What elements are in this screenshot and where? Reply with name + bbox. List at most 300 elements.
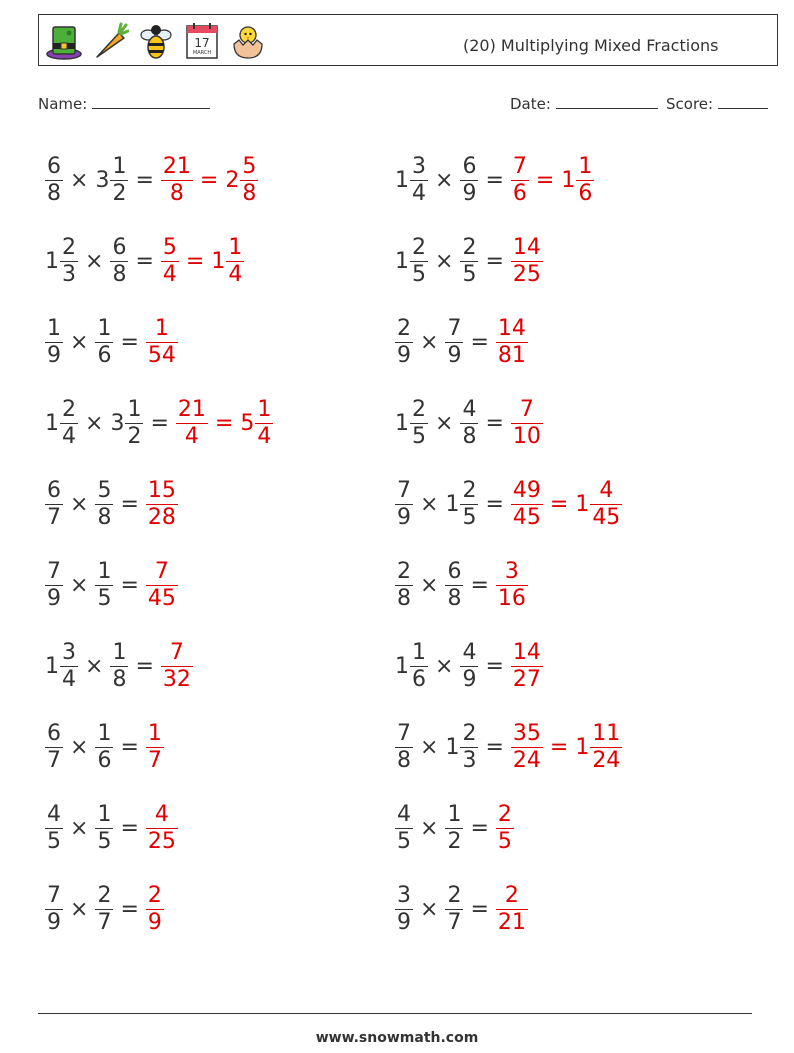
numerator: 7	[47, 882, 61, 908]
fraction	[45, 153, 63, 207]
second-factor	[95, 882, 113, 936]
first-factor	[395, 396, 428, 450]
answer-improper-fraction	[146, 882, 164, 936]
numerator: 1	[47, 315, 61, 341]
fraction	[95, 882, 113, 936]
fraction	[161, 153, 193, 207]
numerator: 2	[397, 315, 411, 341]
second-factor	[445, 315, 463, 369]
answer-improper-fraction	[511, 234, 543, 288]
denominator: 45	[592, 505, 621, 531]
denominator: 9	[47, 343, 61, 369]
denominator: 6	[97, 748, 112, 774]
denominator: 8	[397, 586, 411, 612]
fraction	[45, 315, 63, 369]
fraction	[395, 801, 413, 855]
header-icons	[45, 21, 267, 61]
equals-sign: =	[485, 249, 504, 274]
numerator: 1	[412, 639, 426, 665]
first-factor	[395, 234, 428, 288]
answer	[161, 639, 193, 693]
fraction	[45, 477, 63, 531]
numerator: 6	[447, 558, 462, 584]
second-factor	[95, 558, 113, 612]
second-factor	[95, 477, 113, 531]
problem-10	[395, 464, 622, 545]
denominator: 25	[147, 829, 176, 855]
problem-6	[395, 302, 622, 383]
numerator: 2	[97, 882, 112, 908]
problem-18	[395, 788, 622, 869]
denominator: 6	[412, 667, 426, 693]
numerator: 6	[462, 153, 477, 179]
fraction	[60, 234, 78, 288]
denominator: 7	[47, 505, 61, 531]
numerator: 7	[154, 558, 169, 584]
denominator: 3	[462, 748, 477, 774]
answer	[146, 477, 178, 531]
whole-number: 1	[45, 411, 59, 436]
denominator: 4	[184, 424, 199, 450]
fraction	[45, 558, 63, 612]
fraction	[496, 315, 528, 369]
second-factor	[460, 234, 478, 288]
second-factor	[95, 720, 113, 774]
answer-equals-sign: =	[199, 168, 219, 193]
denominator: 32	[162, 667, 191, 693]
denominator: 7	[147, 748, 162, 774]
equals-sign: =	[135, 249, 154, 274]
numerator: 1	[97, 720, 112, 746]
denominator: 6	[578, 181, 593, 207]
denominator: 9	[397, 505, 411, 531]
answer-mixed-number	[561, 153, 594, 207]
footer-url: www.snowmath.com	[315, 1030, 479, 1046]
whole-number: 1	[395, 654, 409, 679]
denominator: 5	[97, 829, 112, 855]
date-blank[interactable]	[556, 94, 658, 109]
denominator: 25	[512, 262, 541, 288]
fraction	[410, 234, 428, 288]
whole-number: 1	[45, 249, 59, 274]
whole-number: 1	[395, 411, 409, 436]
numerator: 4	[154, 801, 169, 827]
denominator: 45	[147, 586, 176, 612]
problem-9	[45, 464, 273, 545]
whole-number: 1	[395, 249, 409, 274]
fraction	[161, 639, 193, 693]
numerator: 2	[412, 396, 426, 422]
numerator: 1	[97, 315, 112, 341]
denominator: 8	[112, 667, 127, 693]
numerator: 14	[497, 315, 526, 341]
numerator: 5	[97, 477, 112, 503]
times-sign: ×	[420, 816, 439, 841]
date-field	[510, 94, 658, 113]
equals-sign: =	[120, 573, 139, 598]
numerator: 2	[147, 882, 162, 908]
fraction	[45, 720, 63, 774]
fraction	[395, 477, 413, 531]
problem-11	[45, 545, 273, 626]
equals-sign: =	[470, 330, 489, 355]
times-sign: ×	[70, 573, 89, 598]
problem-5	[45, 302, 273, 383]
answer-improper-fraction	[146, 558, 178, 612]
denominator: 4	[412, 181, 426, 207]
numerator: 2	[447, 882, 462, 908]
first-factor	[395, 153, 428, 207]
answer-improper-fraction	[496, 315, 528, 369]
score-label: Score:	[666, 95, 714, 113]
numerator: 6	[47, 153, 61, 179]
fraction	[460, 477, 478, 531]
fraction	[511, 639, 543, 693]
fraction	[226, 234, 244, 288]
denominator: 5	[462, 262, 477, 288]
numerator: 2	[412, 234, 426, 260]
answer-improper-fraction	[511, 639, 543, 693]
numerator: 4	[397, 801, 411, 827]
denominator: 9	[447, 343, 462, 369]
fraction	[460, 639, 478, 693]
denominator: 4	[62, 424, 76, 450]
fraction	[410, 639, 428, 693]
answer-equals-sign: =	[185, 249, 205, 274]
fraction	[161, 234, 179, 288]
answer-improper-fraction	[511, 396, 543, 450]
fraction	[95, 315, 113, 369]
chick-in-egg-icon	[229, 21, 267, 61]
fraction	[395, 558, 413, 612]
fraction	[460, 153, 478, 207]
problem-16	[395, 707, 622, 788]
fraction	[460, 720, 478, 774]
fraction	[410, 153, 428, 207]
denominator: 8	[462, 424, 477, 450]
numerator: 14	[512, 234, 541, 260]
problem-19	[45, 869, 273, 950]
first-factor	[45, 234, 78, 288]
fraction	[146, 558, 178, 612]
first-factor	[395, 801, 413, 855]
numerator: 3	[412, 153, 426, 179]
times-sign: ×	[420, 897, 439, 922]
numerator: 2	[462, 720, 477, 746]
answer-improper-fraction	[496, 558, 528, 612]
numerator: 1	[127, 396, 142, 422]
equals-sign: =	[485, 654, 504, 679]
first-factor	[45, 639, 78, 693]
problem-12	[395, 545, 622, 626]
numerator: 6	[47, 720, 61, 746]
denominator: 24	[592, 748, 621, 774]
times-sign: ×	[420, 573, 439, 598]
answer	[511, 234, 543, 288]
times-sign: ×	[70, 492, 89, 517]
fraction	[95, 477, 113, 531]
worksheet-header	[38, 14, 778, 66]
first-factor	[45, 720, 63, 774]
equals-sign: =	[485, 411, 504, 436]
answer-improper-fraction	[496, 882, 528, 936]
denominator: 7	[97, 910, 112, 936]
first-factor	[45, 153, 63, 207]
numerator: 3	[62, 639, 76, 665]
times-sign: ×	[435, 249, 454, 274]
first-factor	[395, 720, 413, 774]
times-sign: ×	[85, 249, 104, 274]
fraction	[60, 396, 78, 450]
answer-mixed-number	[211, 234, 244, 288]
whole-number: 5	[240, 411, 255, 436]
worksheet-title: (20) Multiplying Mixed Fractions	[463, 36, 719, 55]
answer	[511, 639, 543, 693]
equals-sign: =	[485, 735, 504, 760]
first-factor	[395, 639, 428, 693]
equals-sign: =	[120, 735, 139, 760]
fraction	[590, 720, 622, 774]
numerator: 49	[512, 477, 541, 503]
first-factor	[45, 396, 78, 450]
numerator: 2	[497, 801, 512, 827]
denominator: 8	[242, 181, 257, 207]
equals-sign: =	[150, 411, 169, 436]
fraction	[496, 882, 528, 936]
answer	[176, 396, 273, 450]
equals-sign: =	[120, 330, 139, 355]
fraction	[176, 396, 208, 450]
second-factor	[445, 558, 463, 612]
fraction	[445, 882, 463, 936]
first-factor	[395, 477, 413, 531]
second-factor	[95, 801, 113, 855]
fraction	[395, 315, 413, 369]
answer	[496, 801, 514, 855]
denominator: 81	[497, 343, 526, 369]
equals-sign: =	[135, 654, 154, 679]
problem-1	[45, 140, 273, 221]
denominator: 8	[397, 748, 411, 774]
carrot-icon	[91, 21, 129, 61]
equals-sign: =	[120, 816, 139, 841]
numerator: 4	[599, 477, 614, 503]
fraction	[511, 234, 543, 288]
whole-number: 1	[45, 654, 59, 679]
denominator: 4	[257, 424, 272, 450]
times-sign: ×	[420, 735, 439, 760]
times-sign: ×	[70, 816, 89, 841]
fraction	[60, 639, 78, 693]
numerator: 7	[519, 396, 534, 422]
second-factor	[110, 234, 128, 288]
second-factor	[460, 153, 478, 207]
fraction	[395, 720, 413, 774]
numerator: 1	[257, 396, 272, 422]
footer-divider	[38, 1013, 752, 1014]
first-factor	[395, 558, 413, 612]
denominator: 6	[512, 181, 527, 207]
first-factor	[395, 882, 413, 936]
answer	[161, 234, 244, 288]
problem-2	[395, 140, 622, 221]
fraction	[511, 396, 543, 450]
fraction	[146, 882, 164, 936]
denominator: 9	[462, 667, 477, 693]
whole-number: 1	[395, 168, 409, 193]
answer-equals-sign: =	[549, 735, 569, 760]
numerator: 7	[397, 477, 411, 503]
denominator: 9	[147, 910, 162, 936]
answer	[161, 153, 258, 207]
answer-improper-fraction	[146, 315, 178, 369]
denominator: 6	[97, 343, 112, 369]
equals-sign: =	[470, 816, 489, 841]
numerator: 4	[462, 396, 477, 422]
denominator: 7	[447, 910, 462, 936]
fraction	[410, 396, 428, 450]
answer	[146, 720, 164, 774]
numerator: 2	[397, 558, 411, 584]
denominator: 5	[47, 829, 61, 855]
denominator: 4	[228, 262, 243, 288]
times-sign: ×	[435, 654, 454, 679]
second-factor	[110, 639, 128, 693]
svg-text:17: 17	[194, 36, 210, 50]
answer-mixed-number	[240, 396, 273, 450]
fraction	[255, 396, 273, 450]
denominator: 9	[397, 343, 411, 369]
denominator: 9	[397, 910, 411, 936]
numerator: 2	[504, 882, 519, 908]
denominator: 2	[127, 424, 142, 450]
problem-7	[45, 383, 273, 464]
numerator: 3	[397, 882, 411, 908]
answer-mixed-number	[575, 720, 622, 774]
denominator: 8	[47, 181, 61, 207]
second-factor	[445, 477, 478, 531]
whole-number: 2	[225, 168, 240, 193]
fraction	[511, 153, 529, 207]
answer-mixed-number	[575, 477, 622, 531]
numerator: 14	[512, 639, 541, 665]
fraction	[45, 801, 63, 855]
first-factor	[45, 801, 63, 855]
equals-sign: =	[120, 492, 139, 517]
fraction	[45, 882, 63, 936]
times-sign: ×	[420, 492, 439, 517]
whole-number: 1	[561, 168, 576, 193]
fraction	[496, 558, 528, 612]
answer	[496, 882, 528, 936]
denominator: 8	[447, 586, 462, 612]
denominator: 28	[147, 505, 176, 531]
answer	[511, 153, 594, 207]
problem-15	[45, 707, 273, 788]
answer-improper-fraction	[176, 396, 208, 450]
whole-number: 1	[575, 492, 590, 517]
answer-improper-fraction	[161, 234, 179, 288]
equals-sign: =	[470, 573, 489, 598]
numerator: 35	[512, 720, 541, 746]
denominator: 4	[62, 667, 76, 693]
denominator: 2	[112, 181, 127, 207]
second-factor	[110, 396, 143, 450]
numerator: 2	[62, 234, 76, 260]
numerator: 1	[154, 315, 169, 341]
answer-equals-sign: =	[535, 168, 555, 193]
answer	[146, 315, 178, 369]
problem-3	[45, 221, 273, 302]
equals-sign: =	[470, 897, 489, 922]
fraction	[125, 396, 143, 450]
numerator: 2	[462, 234, 477, 260]
answer	[146, 882, 164, 936]
numerator: 7	[512, 153, 527, 179]
problem-8	[395, 383, 622, 464]
denominator: 24	[512, 748, 541, 774]
denominator: 2	[447, 829, 462, 855]
denominator: 54	[147, 343, 176, 369]
fraction	[445, 801, 463, 855]
numerator: 1	[112, 639, 127, 665]
answer	[511, 396, 543, 450]
answer	[496, 558, 528, 612]
fraction	[445, 315, 463, 369]
second-factor	[460, 639, 478, 693]
denominator: 8	[97, 505, 112, 531]
times-sign: ×	[435, 411, 454, 436]
fraction	[146, 477, 178, 531]
fraction	[95, 558, 113, 612]
numerator: 1	[112, 153, 127, 179]
fraction	[95, 720, 113, 774]
denominator: 10	[512, 424, 541, 450]
numerator: 1	[97, 801, 112, 827]
equals-sign: =	[120, 897, 139, 922]
name-blank[interactable]	[92, 94, 210, 109]
numerator: 3	[504, 558, 519, 584]
answer	[146, 801, 178, 855]
answer-equals-sign: =	[549, 492, 569, 517]
second-factor	[95, 315, 113, 369]
denominator: 5	[497, 829, 512, 855]
numerator: 1	[447, 801, 462, 827]
times-sign: ×	[85, 654, 104, 679]
times-sign: ×	[435, 168, 454, 193]
denominator: 5	[412, 424, 426, 450]
answer-improper-fraction	[161, 639, 193, 693]
numerator: 21	[177, 396, 206, 422]
whole-number: 3	[110, 411, 125, 436]
fraction	[146, 801, 178, 855]
denominator: 3	[62, 262, 76, 288]
answer	[511, 477, 622, 531]
fraction	[576, 153, 594, 207]
first-factor	[45, 477, 63, 531]
whole-number: 1	[445, 735, 460, 760]
numerator: 4	[462, 639, 477, 665]
denominator: 9	[462, 181, 477, 207]
denominator: 5	[397, 829, 411, 855]
problem-20	[395, 869, 622, 950]
fraction	[110, 639, 128, 693]
answer-improper-fraction	[146, 720, 164, 774]
fraction	[511, 720, 543, 774]
problem-4	[395, 221, 622, 302]
score-blank[interactable]	[718, 94, 768, 109]
answer-improper-fraction	[496, 801, 514, 855]
